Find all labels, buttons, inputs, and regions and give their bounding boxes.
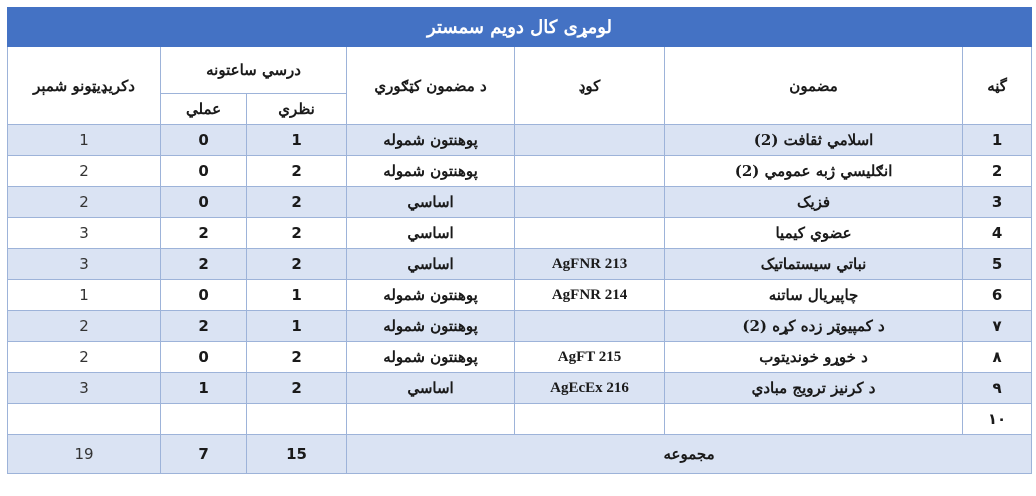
cell-credits: 3 xyxy=(8,373,161,404)
header-practical: عملي xyxy=(161,94,247,125)
cell-category: اساسي xyxy=(347,187,515,218)
cell-no: 1 xyxy=(963,125,1032,156)
cell-subject: اسلامي ثقافت (2) xyxy=(665,125,963,156)
cell-category: اساسي xyxy=(347,249,515,280)
cell-subject: فزیک xyxy=(665,187,963,218)
table-row xyxy=(8,373,1032,404)
cell-subject: د کرنیز ترویج مبادي xyxy=(665,373,963,404)
cell-subject: نباتي سیستماتیک xyxy=(665,249,963,280)
header-code: کوډ xyxy=(515,47,665,125)
cell-category: پوهنتون شموله xyxy=(347,280,515,311)
cell-practical: 0 xyxy=(161,187,247,218)
total-credits: 19 xyxy=(8,435,161,474)
cell-category: پوهنتون شموله xyxy=(347,342,515,373)
cell-credits: 2 xyxy=(8,342,161,373)
total-theory: 15 xyxy=(247,435,347,474)
cell-code: AgFNR 214 xyxy=(515,280,665,311)
header-no: گڼه xyxy=(963,47,1032,125)
cell-code xyxy=(515,218,665,249)
cell-no: ۱۰ xyxy=(963,404,1032,435)
cell-no: 6 xyxy=(963,280,1032,311)
table-row xyxy=(8,187,1032,218)
cell-category: اساسي xyxy=(347,373,515,404)
cell-credits xyxy=(8,404,161,435)
cell-subject: د کمپیوټر زده کړه (2) xyxy=(665,311,963,342)
cell-practical: 2 xyxy=(161,311,247,342)
cell-no: ۸ xyxy=(963,342,1032,373)
cell-theory: 2 xyxy=(247,156,347,187)
cell-practical xyxy=(161,404,247,435)
cell-no: 5 xyxy=(963,249,1032,280)
cell-theory: 1 xyxy=(247,280,347,311)
cell-practical: 1 xyxy=(161,373,247,404)
table-title: لومړی کال دویم سمستر xyxy=(8,8,1032,47)
total-practical: 7 xyxy=(161,435,247,474)
cell-theory: 2 xyxy=(247,249,347,280)
table-body xyxy=(8,125,1032,435)
cell-code xyxy=(515,187,665,218)
header-theory: نظري xyxy=(247,94,347,125)
header-category: د مضمون کټګوري xyxy=(347,47,515,125)
cell-code xyxy=(515,311,665,342)
cell-credits: 1 xyxy=(8,280,161,311)
cell-subject: د خوړو خوندیتوب xyxy=(665,342,963,373)
table-row xyxy=(8,404,1032,435)
cell-theory: 1 xyxy=(247,125,347,156)
cell-no: ۹ xyxy=(963,373,1032,404)
cell-code xyxy=(515,156,665,187)
cell-category: پوهنتون شموله xyxy=(347,156,515,187)
cell-code: AgFNR 213 xyxy=(515,249,665,280)
header-hours: درسي ساعتونه xyxy=(161,47,347,94)
cell-practical: 0 xyxy=(161,125,247,156)
cell-subject: چاپیریال ساتنه xyxy=(665,280,963,311)
cell-credits: 3 xyxy=(8,249,161,280)
cell-theory: 1 xyxy=(247,311,347,342)
cell-code: AgFT 215 xyxy=(515,342,665,373)
table-row xyxy=(8,280,1032,311)
header-subject: مضمون xyxy=(665,47,963,125)
cell-credits: 2 xyxy=(8,187,161,218)
cell-credits: 1 xyxy=(8,125,161,156)
table-title-row xyxy=(8,8,1032,47)
cell-category: پوهنتون شموله xyxy=(347,311,515,342)
cell-category: پوهنتون شموله xyxy=(347,125,515,156)
cell-no: 3 xyxy=(963,187,1032,218)
cell-category: اساسي xyxy=(347,218,515,249)
table-row xyxy=(8,218,1032,249)
cell-practical: 0 xyxy=(161,342,247,373)
cell-category xyxy=(347,404,515,435)
curriculum-table-container xyxy=(7,7,1031,474)
cell-practical: 0 xyxy=(161,280,247,311)
cell-subject: انګلیسي ژبه عمومي (2) xyxy=(665,156,963,187)
header-credits: دکریډیټونو شمېر xyxy=(8,47,161,125)
table-row xyxy=(8,249,1032,280)
total-row xyxy=(8,435,1032,474)
table-row xyxy=(8,342,1032,373)
curriculum-table xyxy=(7,7,1032,474)
cell-theory: 2 xyxy=(247,373,347,404)
cell-credits: 2 xyxy=(8,311,161,342)
cell-subject: عضوي کیمیا xyxy=(665,218,963,249)
cell-credits: 2 xyxy=(8,156,161,187)
cell-no: 4 xyxy=(963,218,1032,249)
table-row xyxy=(8,125,1032,156)
cell-subject xyxy=(665,404,963,435)
table-row xyxy=(8,156,1032,187)
cell-no: ۷ xyxy=(963,311,1032,342)
cell-theory: 2 xyxy=(247,218,347,249)
cell-practical: 0 xyxy=(161,156,247,187)
table-row xyxy=(8,311,1032,342)
cell-practical: 2 xyxy=(161,249,247,280)
header-row xyxy=(8,47,1032,94)
cell-code xyxy=(515,125,665,156)
cell-theory: 2 xyxy=(247,342,347,373)
total-label: مجموعه xyxy=(347,435,1032,474)
cell-practical: 2 xyxy=(161,218,247,249)
cell-theory xyxy=(247,404,347,435)
cell-credits: 3 xyxy=(8,218,161,249)
cell-theory: 2 xyxy=(247,187,347,218)
cell-no: 2 xyxy=(963,156,1032,187)
cell-code xyxy=(515,404,665,435)
cell-code: AgEcEx 216 xyxy=(515,373,665,404)
